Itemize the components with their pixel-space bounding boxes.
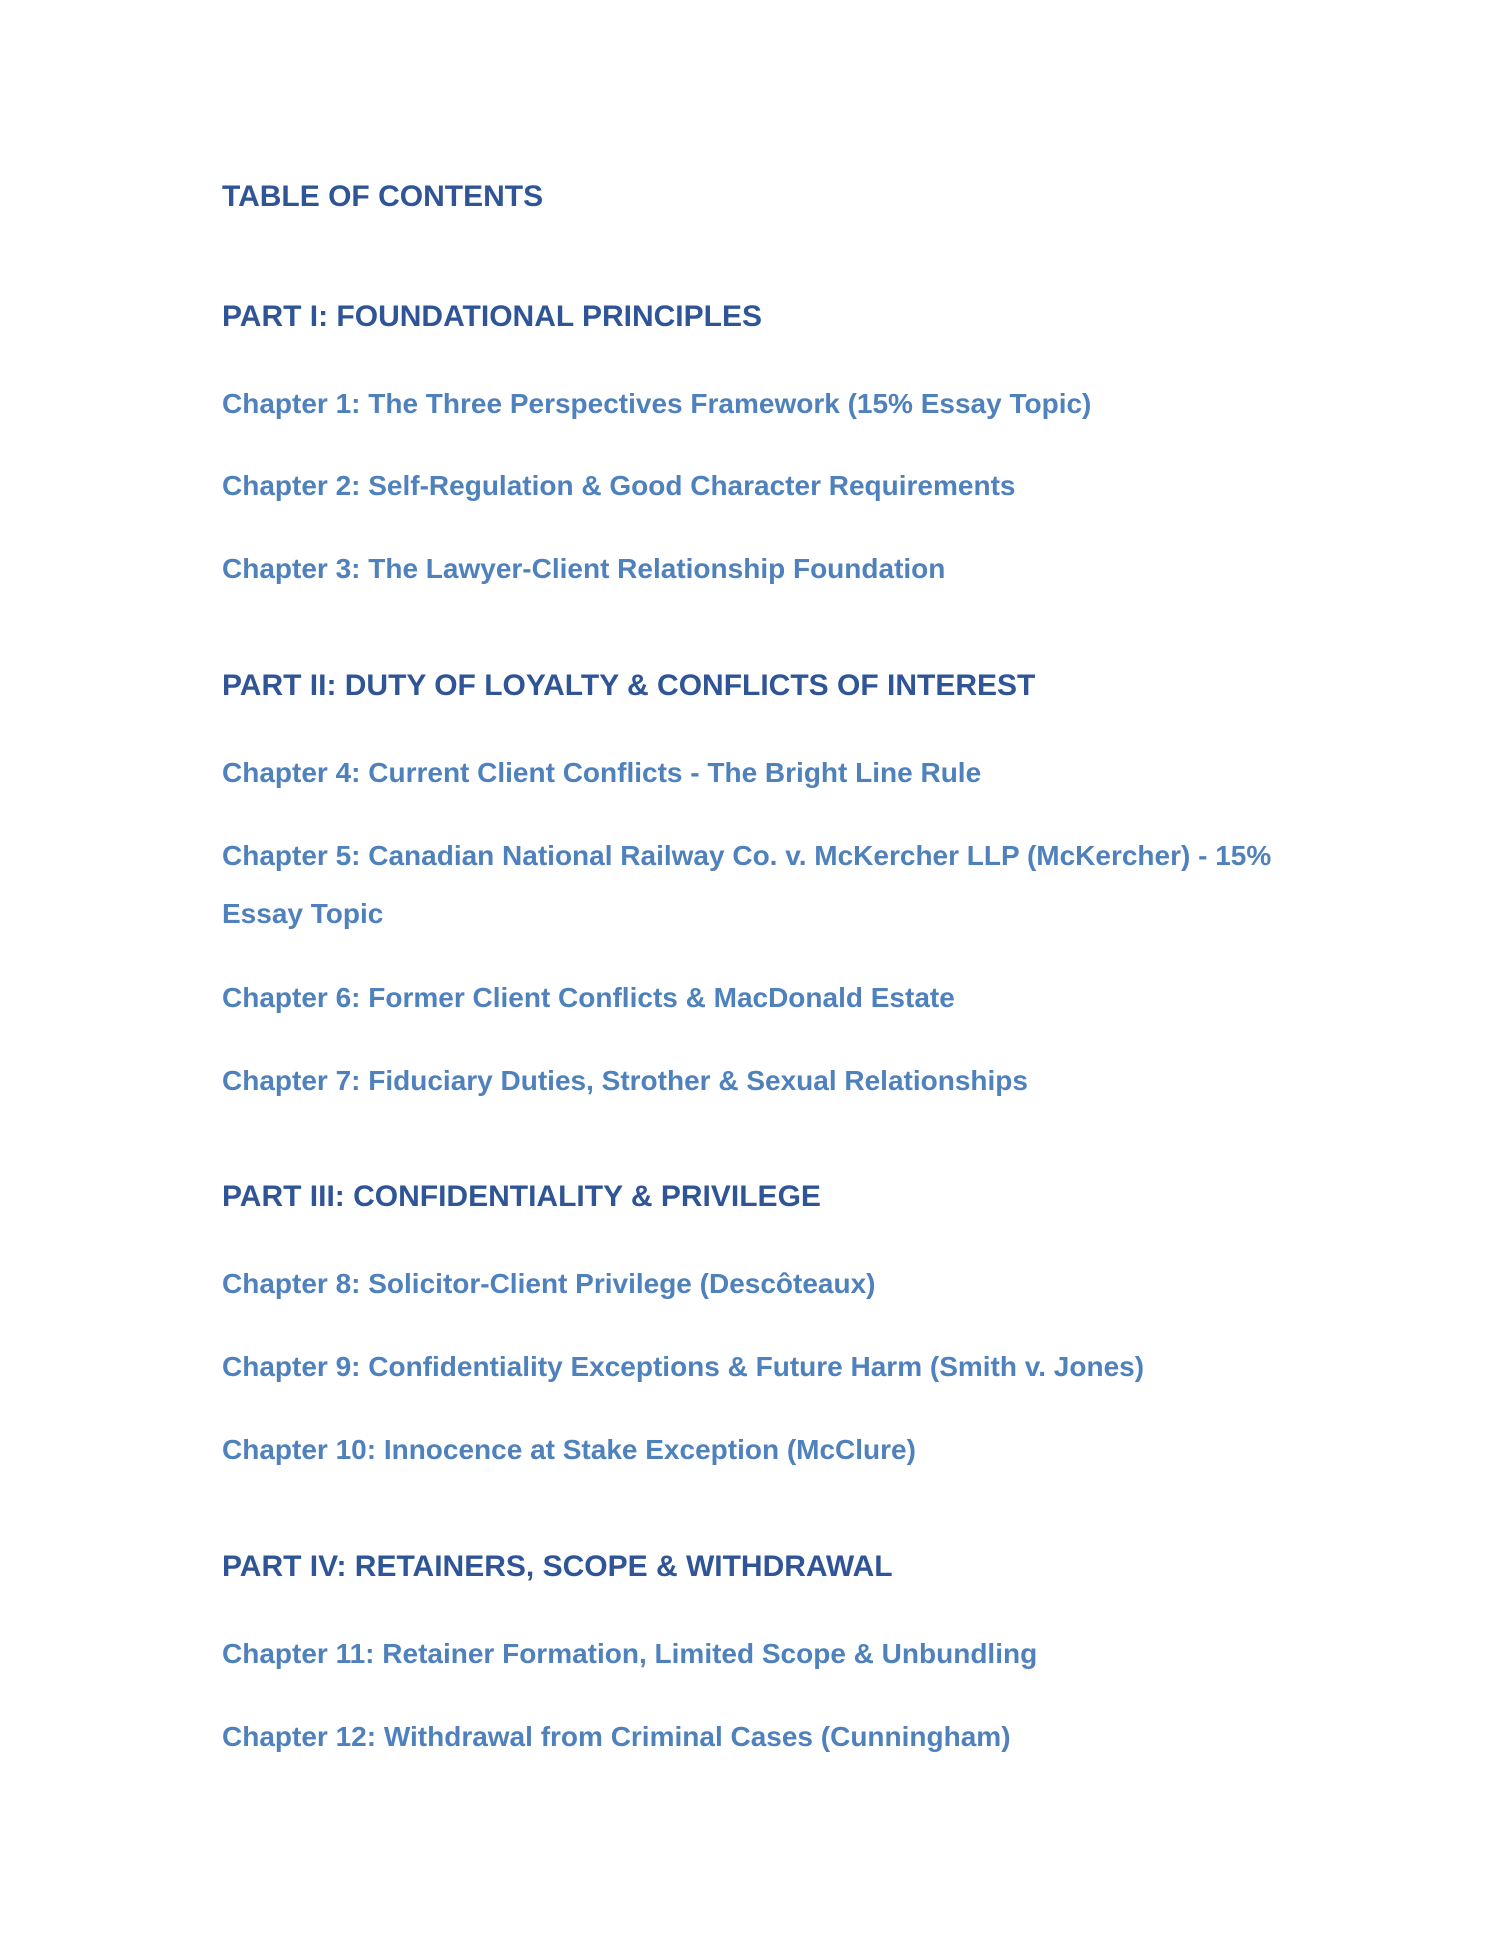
toc-link-chapter-2[interactable]: Chapter 2: Self-Regulation & Good Character Requirements bbox=[222, 470, 1016, 501]
part-heading-3: PART III: CONFIDENTIALITY & PRIVILEGE bbox=[222, 1180, 821, 1213]
toc-link-chapter-4[interactable]: Chapter 4: Current Client Conflicts - The Bright Line Rule bbox=[222, 757, 982, 788]
toc-link-chapter-7[interactable]: Chapter 7: Fiduciary Duties, Strother & Sexual Relationships bbox=[222, 1065, 1028, 1096]
toc-link-chapter-9[interactable]: Chapter 9: Confidentiality Exceptions & Future Harm (Smith v. Jones) bbox=[222, 1351, 1145, 1382]
part-heading-4: PART IV: RETAINERS, SCOPE & WITHDRAWAL bbox=[222, 1550, 893, 1583]
toc-link-chapter-8[interactable]: Chapter 8: Solicitor-Client Privilege (Descôteaux) bbox=[222, 1268, 876, 1299]
toc-link-chapter-5[interactable]: Chapter 5: Canadian National Railway Co. v. McKercher LLP (McKercher) - 15% Essay Topic bbox=[222, 840, 1272, 929]
toc-link-chapter-6[interactable]: Chapter 6: Former Client Conflicts & MacDonald Estate bbox=[222, 982, 955, 1013]
toc-title: TABLE OF CONTENTS bbox=[222, 180, 544, 213]
toc-link-chapter-12[interactable]: Chapter 12: Withdrawal from Criminal Cases (Cunningham) bbox=[222, 1721, 1011, 1752]
toc-link-chapter-1[interactable]: Chapter 1: The Three Perspectives Framework (15% Essay Topic) bbox=[222, 388, 1092, 419]
toc-link-chapter-11[interactable]: Chapter 11: Retainer Formation, Limited Scope & Unbundling bbox=[222, 1638, 1038, 1669]
part-heading-2: PART II: DUTY OF LOYALTY & CONFLICTS OF INTEREST bbox=[222, 669, 1036, 702]
toc-link-chapter-3[interactable]: Chapter 3: The Lawyer-Client Relationship Foundation bbox=[222, 553, 946, 584]
toc-link-chapter-10[interactable]: Chapter 10: Innocence at Stake Exception (McClure) bbox=[222, 1434, 916, 1465]
part-heading-1: PART I: FOUNDATIONAL PRINCIPLES bbox=[222, 300, 762, 333]
